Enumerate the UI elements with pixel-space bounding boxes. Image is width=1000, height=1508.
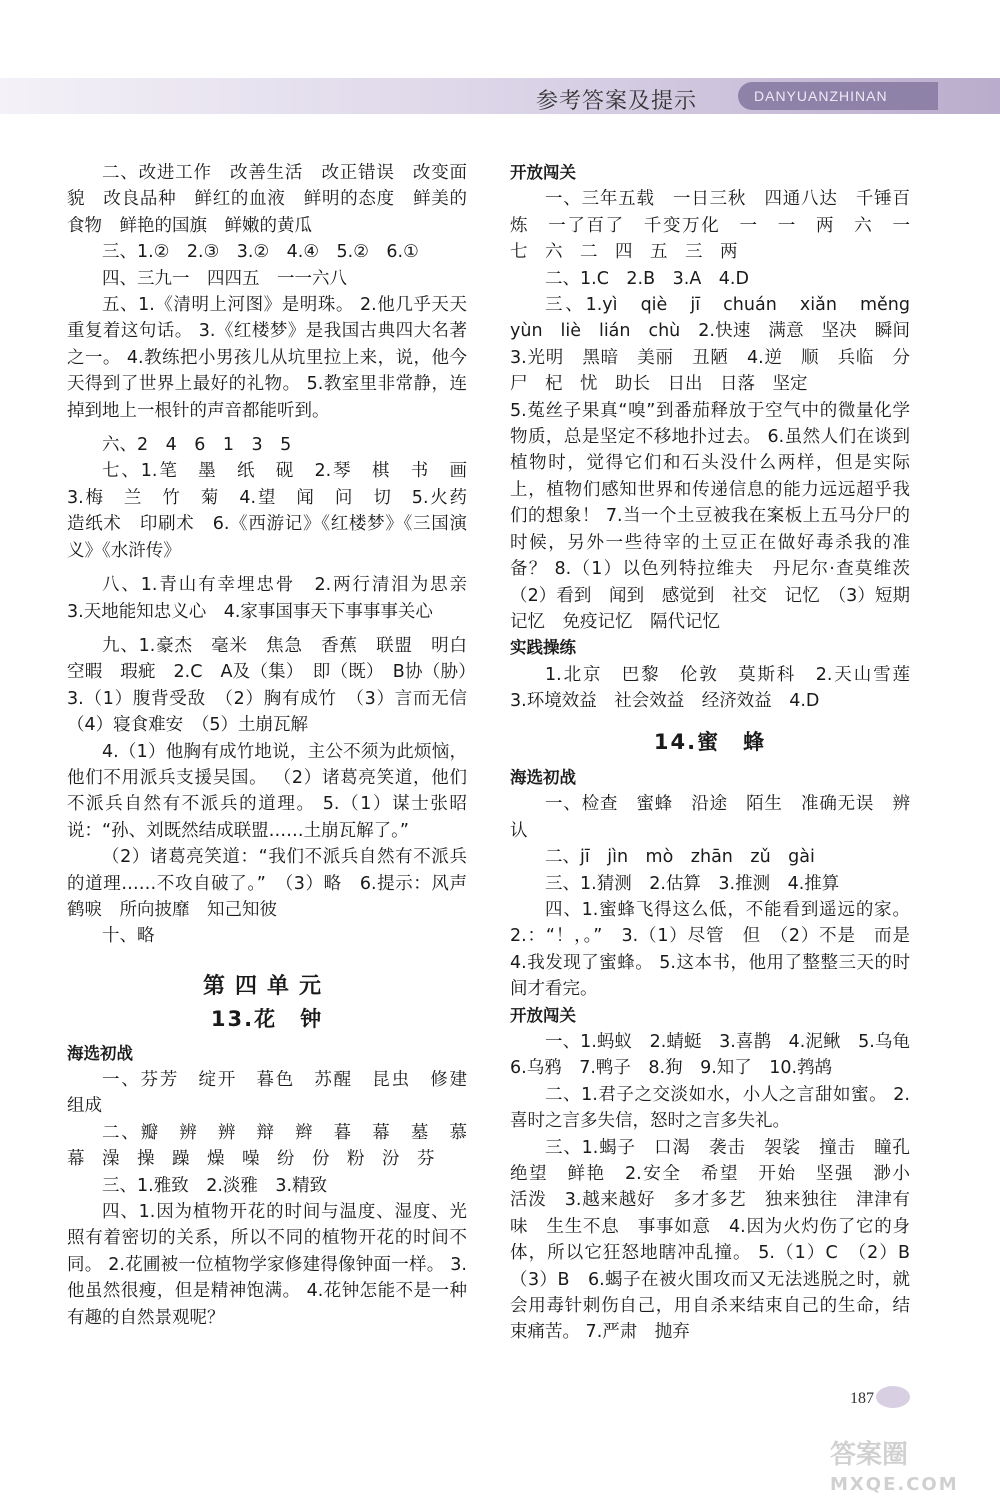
- answer-paragraph: 一、检查 蜜蜂 沿途 陌生 准确无误 辨认: [510, 794, 910, 841]
- answer-paragraph: 一、三年五载 一日三秋 四通八达 千锤百炼 一了百了 千变万化 一 一 两 六 一 七 六 二 四 五 三 两: [510, 189, 928, 263]
- answer-paragraph: 一、芬芳 绽开 暮色 苏醒 昆虫 修建 组成: [67, 1070, 485, 1117]
- watermark-url: MXQE.COM: [830, 1474, 959, 1495]
- answer-paragraph: 八、1.青山有幸埋忠骨 2.两行清泪为思亲 3.天地能知忠义心 4.家事国事天下事事事关心: [67, 575, 485, 622]
- answer-paragraph: 4.（1）他胸有成竹地说，主公不须为此烦恼，他们不用派兵支援吴国。 （2）诸葛亮笑道，他们不派兵自然有不派兵的道理。 5.（1）谋士张昭说：“孙、刘既然结成联盟……土崩瓦解了。”: [67, 741, 467, 841]
- answer-paragraph: 1.北京 巴黎 伦敦 莫斯科 2.天山雪莲 3.环境效益 社会效益 经济效益 4.D: [510, 664, 928, 712]
- section-heading: 海选初战: [510, 767, 576, 787]
- answer-paragraph: 四、三九一 四四五 一一六八: [102, 268, 347, 289]
- answer-paragraph: 十、略: [102, 926, 155, 947]
- answer-paragraph: 5.菟丝子果真“嗅”到番茄释放于空气中的微量化学物质，总是坚定不移地扑过去。 6.虽然人们在谈到植物时，觉得它们和石头没什么两样，但是实际上，植物们感知世界和传递信息的能力远远超乎我们的想象！ 7.当一个土豆被我在案板上五马分尸的时候，另外一些待宰的土豆正在做好毒杀我的准备？ 8.（1）以色列特拉维夫 丹尼尔·查莫维茨 （2）看到 闻到 感觉到 社交 记忆 （3）短期记忆 免疫记忆 隔代记忆: [510, 400, 928, 632]
- answer-paragraph: 四、1.因为植物开花的时间与温度、湿度、光照有着密切的关系，所以不同的植物开花的时间不同。 2.花圃被一位植物学家修建得像钟面一样。 3.他虽然很瘦，但是精神饱满。 4.花钟怎能不是一种有趣的自然景观呢？: [67, 1202, 467, 1328]
- section-heading: 海选初战: [67, 1043, 133, 1063]
- answer-paragraph: 二、瓣 辨 辨 辩 辫 暮 幕 墓 慕 幕 澡 操 躁 燥 噪 纷 份 粉 汾 芬: [67, 1122, 485, 1170]
- answer-paragraph: 三、1.猜测 2.估算 3.推测 4.推算: [545, 873, 840, 894]
- answer-paragraph: 三、1.雅致 2.淡雅 3.精致: [102, 1175, 328, 1196]
- answer-paragraph: 三、1.② 2.③ 3.② 4.④ 5.② 6.①: [102, 242, 419, 263]
- unit-heading: 第四单元: [202, 973, 331, 999]
- answer-paragraph: 三、1.蝎子 口渴 袭击 袈裟 撞击 瞳孔 绝望 鲜艳 2.安全 希望 开始 坚强 渺小 活泼 3.越来越好 多才多艺 独来独往 津津有味 生生不息 事事如意 4.因为火灼伤了它的身体，所以它狂怒地瞎冲乱撞。 5.（1）C （2）B （3）B 6.蝎子在被火围攻而又无法逃脱之时，就会用毒针刺伤自己，用自杀来结束自己的生命，结束痛苦。 7.严肃 抛弃: [510, 1137, 928, 1343]
- answer-paragraph: 三、1.yì qiè jī chuán xiǎn měng yùn liè lián chù 2.快速 满意 坚决 瞬间 3.光明 黑暗 美丽 丑陋 4.逆 顺 兵临 分尸 杞 忧 助长 日出 日落 坚定: [510, 295, 928, 395]
- answer-paragraph: 二、1.君子之交淡如水，小人之言甜如蜜。 2.喜时之言多失信，怒时之言多失礼。: [510, 1084, 910, 1132]
- section-heading: 开放闯关: [510, 163, 576, 182]
- header-title: 参考答案及提示: [536, 89, 698, 114]
- answer-paragraph: （2）诸葛亮笑道：“我们不派兵自然有不派兵的道理……不攻自破了。” （3）略 6.提示：风声鹤唳 所向披靡 知己知彼: [67, 847, 467, 920]
- answer-paragraph: 六、2 4 6 1 3 5: [102, 435, 292, 456]
- header-tag: DANYUANZHINAN: [738, 82, 938, 110]
- right-column: [510, 160, 928, 1346]
- answer-paragraph: 九、1.豪杰 毫米 焦急 香蕉 联盟 明白 空暇 瑕疵 2.C A及（集） 即（既） B协（胁） 3.（1）腹背受敌 （2）胸有成竹 （3）言而无信 （4）寝食难安 （5）土崩瓦解: [67, 635, 485, 736]
- answer-paragraph: 五、1.《清明上河图》是明珠。 2.他几乎天天重复着这句话。 3.《红楼梦》是我国古典四大名著之一。 4.教练把小男孩儿从坑里拉上来，说，他今天得到了世界上最好的礼物。 5.教室里非常静，连掉到地上一根针的声音都能听到。: [67, 295, 467, 421]
- answer-paragraph: 一、1.蚂蚁 2.蜻蜓 3.喜鹊 4.泥鳅 5.乌龟 6.乌鸦 7.鸭子 8.狗 9.知了 10.鹁鸪: [510, 1032, 928, 1079]
- answer-paragraph: 二、jī jìn mò zhān zǔ gài: [545, 847, 815, 868]
- page-number-decoration: [876, 1386, 910, 1408]
- left-column: [67, 160, 485, 1331]
- page-number: 187: [850, 1390, 874, 1407]
- section-heading: 开放闯关: [510, 1005, 576, 1025]
- answer-paragraph: 四、1.蜜蜂飞得这么低，不能看到遥远的家。 2.：“！，。” 3.（1）尽管 但 （2）不是 而是 4.我发现了蜜蜂。 5.这本书，他用了整整三天的时间才看完。: [510, 899, 928, 1000]
- answer-paragraph: 二、改进工作 改善生活 改正错误 改变面貌 改良品种 鲜红的血液 鲜明的态度 鲜美的食物 鲜艳的国旗 鲜嫩的黄瓜: [67, 163, 467, 236]
- lesson-heading: 14.蜜 蜂: [653, 729, 767, 754]
- answer-paragraph: 二、1.C 2.B 3.A 4.D: [545, 268, 749, 289]
- lesson-heading: 13.花 钟: [210, 1007, 324, 1032]
- section-heading: 实践操练: [510, 638, 576, 658]
- watermark-logo: [830, 1440, 990, 1504]
- answer-paragraph: 七、1.笔 墨 纸 砚 2.琴 棋 书 画 3.梅 兰 竹 菊 4.望 闻 问 切 5.火药 造纸术 印刷术 6.《西游记》《红楼梦》《三国演义》《水浒传》: [67, 461, 485, 561]
- watermark-line: 答案圈: [830, 1440, 909, 1470]
